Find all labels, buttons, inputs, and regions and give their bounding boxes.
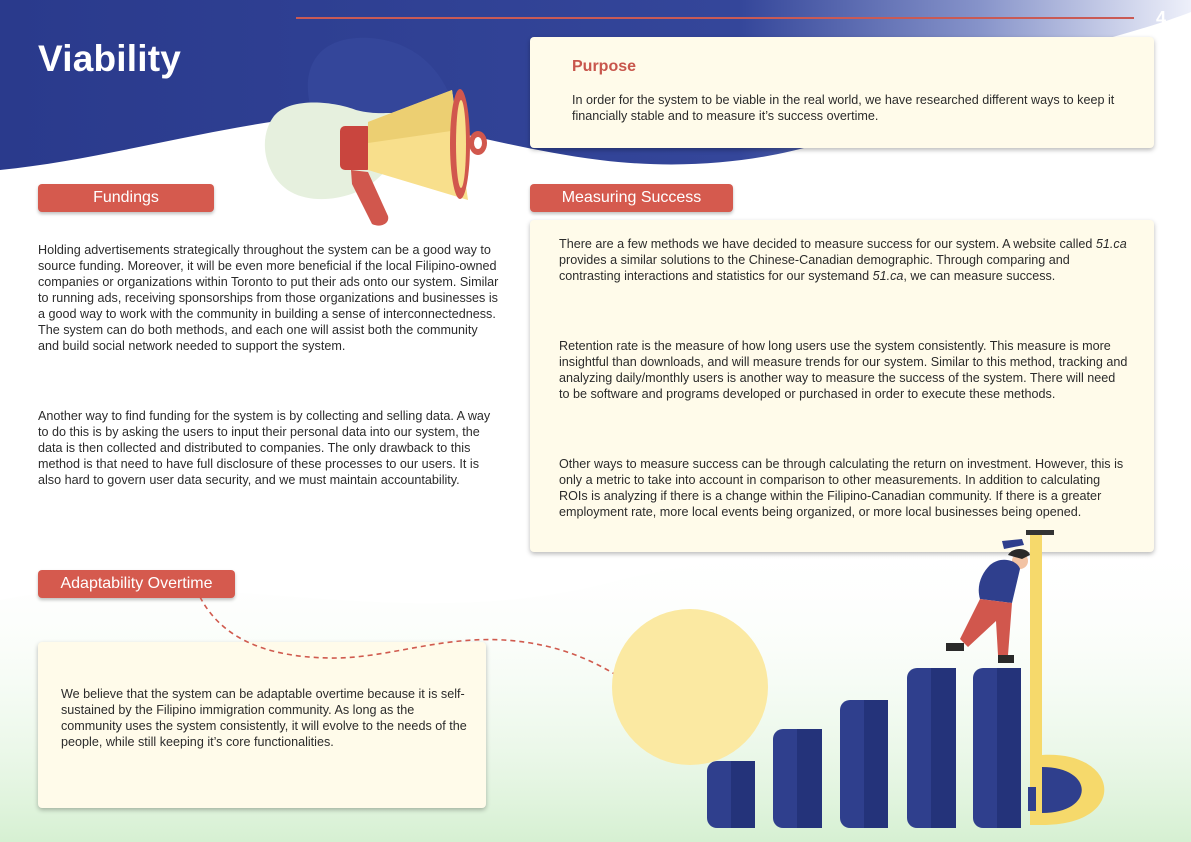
- fundings-paragraph-1: Holding advertisements strategically throughout the system can be a good way to source funding. Moreover, it will be even more beneficial if the local Filipino-owned companies or organizations within Toronto to put their ads onto our system. Similar to running ads, receiving sponsorships from those organizations and businesses is a good way to work with the community in building a sense of interconnectedness. The system can do both methods, and each one will assist both the community and build social network needed to support the system.: [38, 243, 499, 353]
- megaphone-illustration: [256, 88, 490, 230]
- measuring-p1-part-b: provides a similar solutions to the Chinese-Canadian demographic. Through comparing and contrasting interactions and statistics for our systemand: [559, 253, 1070, 283]
- page-number: 4: [1155, 8, 1166, 28]
- measuring-p1-part-c: , we can measure success.: [903, 269, 1056, 283]
- sun-circle: [612, 609, 768, 765]
- adaptability-text: We believe that the system can be adaptable overtime because it is self-sustained by the Filipino immigration community. As long as the community uses the system consistently, it will evolve to the needs of the people, while still keeping it’s core functionalities.: [61, 687, 467, 749]
- measuring-paragraph-2: Retention rate is the measure of how long users use the system consistently. This measure is more insightful than downloads, and will measure trends for our system. Similar to this method, tracking and analyzing daily/monthly users is another way to measure the success of the system. There will need to be software and programs developed or purchased in order to execute these methods.: [559, 339, 1128, 401]
- tape-measure-illustration: [1026, 530, 1104, 825]
- measuring-success-label: Measuring Success: [530, 184, 733, 212]
- fundings-label: Fundings: [38, 184, 214, 212]
- website-name: 51.ca: [1095, 237, 1127, 251]
- growth-illustration: [190, 525, 1190, 842]
- measuring-paragraph-3: Other ways to measure success can be through calculating the return on investment. However, this is only a metric to take into account in comparison to other measurements. In addition to calculating ROIs is analyzing if there is a change within the Filipino-Canadian community. If there is a greater employment rate, more local events being organized, or more local businesses being opened.: [559, 457, 1124, 519]
- adaptability-label: Adaptability Overtime: [38, 570, 235, 598]
- purpose-heading: Purpose: [572, 58, 637, 75]
- page-title: Viability: [38, 38, 182, 79]
- website-name-2: 51.ca: [872, 269, 904, 283]
- measuring-p1-part-a: There are a few methods we have decided to measure success for our system. A website called: [559, 237, 1096, 251]
- measuring-paragraph-1: [559, 236, 1129, 284]
- header-rule: [296, 17, 1134, 19]
- fundings-paragraph-2: Another way to find funding for the system is by collecting and selling data. A way to do this is by asking the users to input their personal data into our system, the data is then collected and distributed to companies. The only drawback to this method is that need to have full disclosure of these processes to our users. It is also hard to govern user data security, and we must maintain accountability.: [38, 409, 491, 487]
- person-measuring-illustration: [946, 539, 1030, 663]
- purpose-text: In order for the system to be viable in the real world, we have researched different ways to keep it financially stable and to measure it’s success overtime.: [572, 93, 1115, 123]
